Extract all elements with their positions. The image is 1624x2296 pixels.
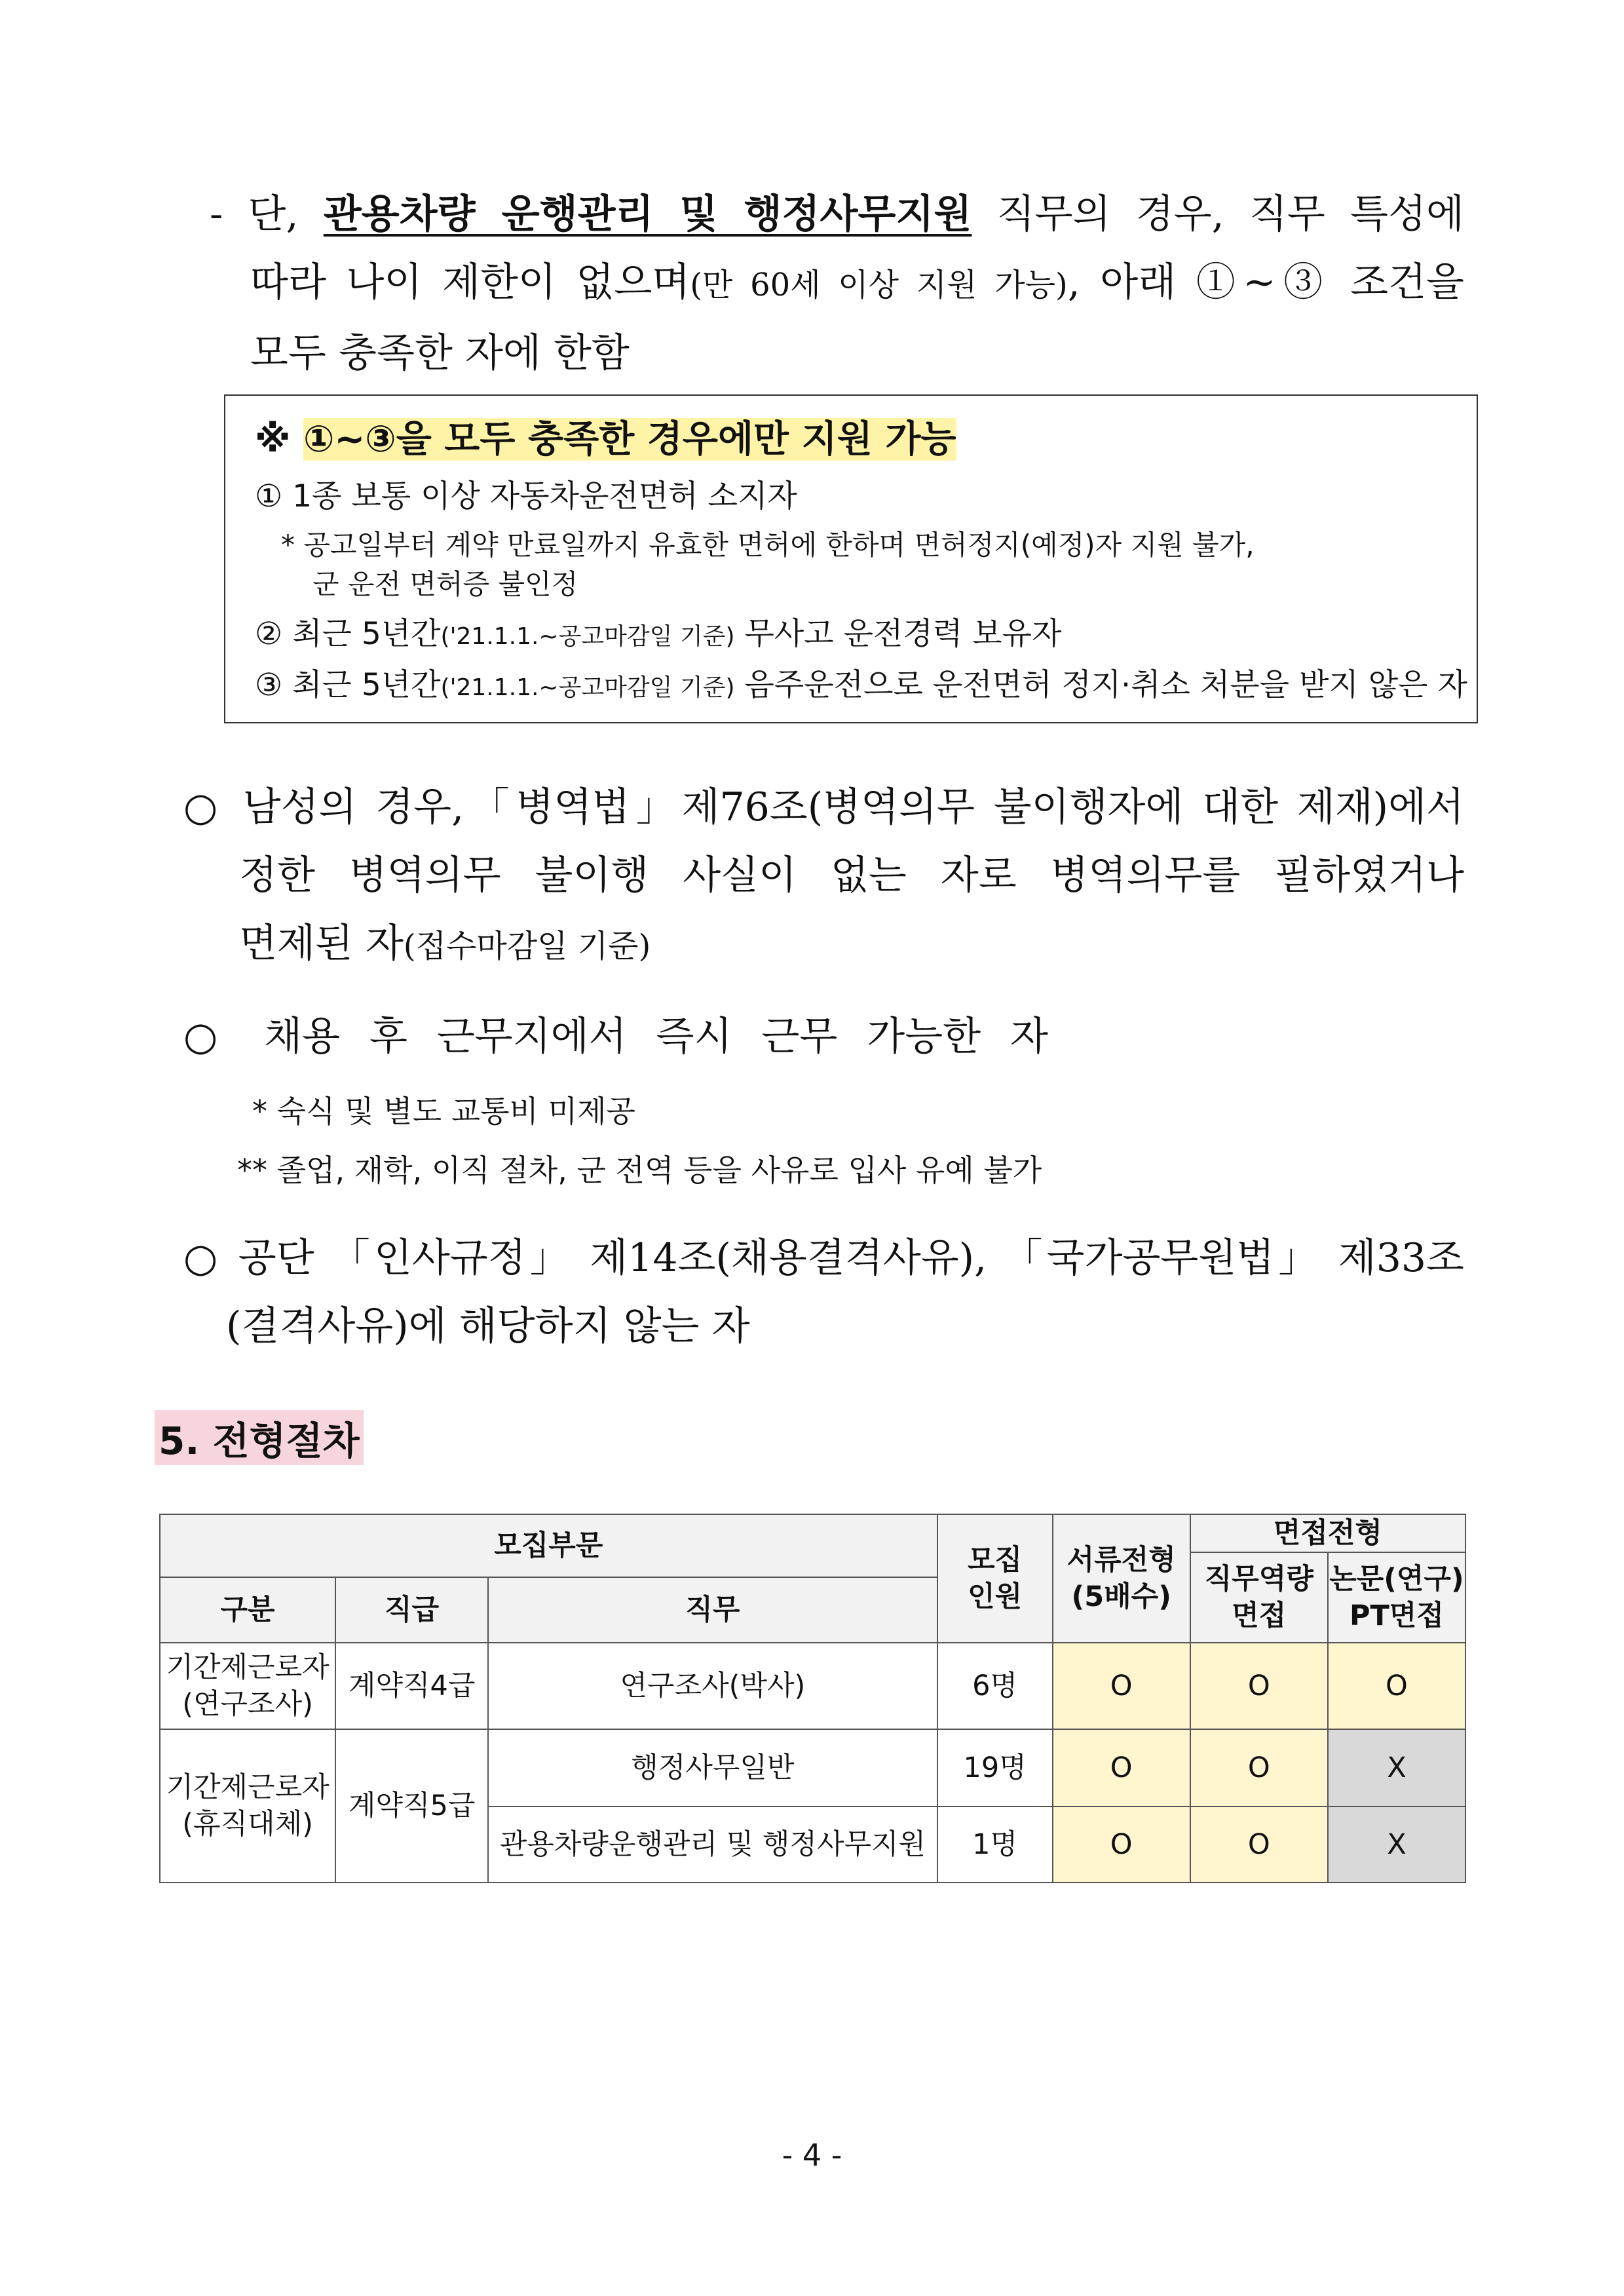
- work-note-2: ** 졸업, 재학, 이직 절차, 군 전역 등을 사유로 입사 유예 불가: [237, 1153, 1042, 1188]
- row-grade: 계약직4급: [335, 1643, 488, 1729]
- table-row: [160, 1729, 1465, 1807]
- header-category: 구분: [160, 1577, 335, 1643]
- military-line-3: 면제된 자(접수마감일 기준): [239, 921, 651, 966]
- conditions-box: [224, 394, 1478, 723]
- disq-line-2: (결격사유)에 해당하지 않는 자: [226, 1303, 750, 1349]
- row-category: 기간제근로자 (휴직대체): [160, 1729, 335, 1883]
- section-title: 5. 전형절차: [155, 1410, 364, 1465]
- disqualification-paragraph: [183, 1224, 1464, 1360]
- row-competency: O: [1190, 1729, 1328, 1807]
- intro-line-1: - 단, 관용차량 운행관리 및 행정사무지원 직무의 경우, 직무 특성에: [210, 191, 1465, 237]
- header-competency: 직무역량 면접: [1190, 1552, 1328, 1643]
- table-row: [160, 1643, 1465, 1729]
- selection-table: [159, 1514, 1466, 1883]
- intro-line-3: 모두 충족한 자에 한함: [250, 330, 630, 376]
- row-document: O: [1053, 1643, 1190, 1729]
- intro-line-2: 따라 나이 제한이 없으며(만 60세 이상 지원 가능), 아래 ①~③ 조건을: [250, 259, 1464, 305]
- row-competency: O: [1190, 1643, 1328, 1729]
- header-recruit: 모집부문: [160, 1514, 937, 1577]
- row-duty: 연구조사(박사): [488, 1643, 937, 1729]
- row-duty: 행정사무일반: [488, 1729, 937, 1807]
- military-line-1: ○ 남성의 경우,「병역법」제76조(병역의무 불이행자에 대한 제재)에서: [183, 784, 1464, 830]
- conditions-heading: ※ ①~③을 모두 충족한 경우에만 지원 가능: [255, 418, 956, 461]
- work-note-1: * 숙식 및 별도 교통비 미제공: [252, 1094, 635, 1129]
- highlighted-duty: 관용차량 운행관리 및 행정사무지원: [323, 191, 972, 237]
- row-document: O: [1053, 1729, 1190, 1807]
- work-line-1: ○ 채용 후 근무지에서 즉시 근무 가능한 자: [183, 1014, 1048, 1060]
- military-line-2: 정한 병역의무 불이행 사실이 없는 자로 병역의무를 필하였거나: [239, 852, 1464, 898]
- row-count: 19명: [937, 1729, 1053, 1807]
- header-grade: 직급: [335, 1577, 488, 1643]
- row-document: O: [1053, 1807, 1190, 1883]
- intro-paragraph: [210, 180, 1464, 387]
- row-thesis: X: [1328, 1729, 1465, 1807]
- row-count: 1명: [937, 1807, 1053, 1883]
- row-competency: O: [1190, 1807, 1328, 1883]
- row-count: 6명: [937, 1643, 1053, 1729]
- condition-2: ② 최근 5년간('21.1.1.~공고마감일 기준) 무사고 운전경력 보유자: [255, 616, 1062, 652]
- header-interview: 면접전형: [1190, 1514, 1465, 1552]
- page-number: - 4 -: [782, 2137, 842, 2173]
- condition-1: ① 1종 보통 이상 자동차운전면허 소지자: [255, 478, 797, 514]
- header-document: 서류전형 (5배수): [1053, 1514, 1190, 1643]
- row-category: 기간제근로자 (연구조사): [160, 1643, 335, 1729]
- work-paragraph: [183, 1003, 1048, 1071]
- military-paragraph: [183, 773, 1464, 980]
- disq-line-1: ○ 공단 「인사규정」 제14조(채용결격사유), 「국가공무원법」 제33조: [183, 1235, 1464, 1281]
- row-grade: 계약직5급: [335, 1729, 488, 1883]
- row-thesis: O: [1328, 1643, 1465, 1729]
- row-thesis: X: [1328, 1807, 1465, 1883]
- header-thesis: 논문(연구) PT면접: [1328, 1552, 1465, 1643]
- condition-1-note: * 공고일부터 계약 만료일까지 유효한 면허에 한하며 면허정지(예정)자 지원 불가, 군 운전 면허증 불인정: [281, 529, 1255, 600]
- row-duty: 관용차량운행관리 및 행정사무지원: [488, 1807, 937, 1883]
- condition-3: ③ 최근 5년간('21.1.1.~공고마감일 기준) 음주운전으로 운전면허 정지·취소 처분을 받지 않은 자: [255, 667, 1467, 703]
- header-count: 모집 인원: [937, 1514, 1053, 1643]
- header-duty: 직무: [488, 1577, 937, 1643]
